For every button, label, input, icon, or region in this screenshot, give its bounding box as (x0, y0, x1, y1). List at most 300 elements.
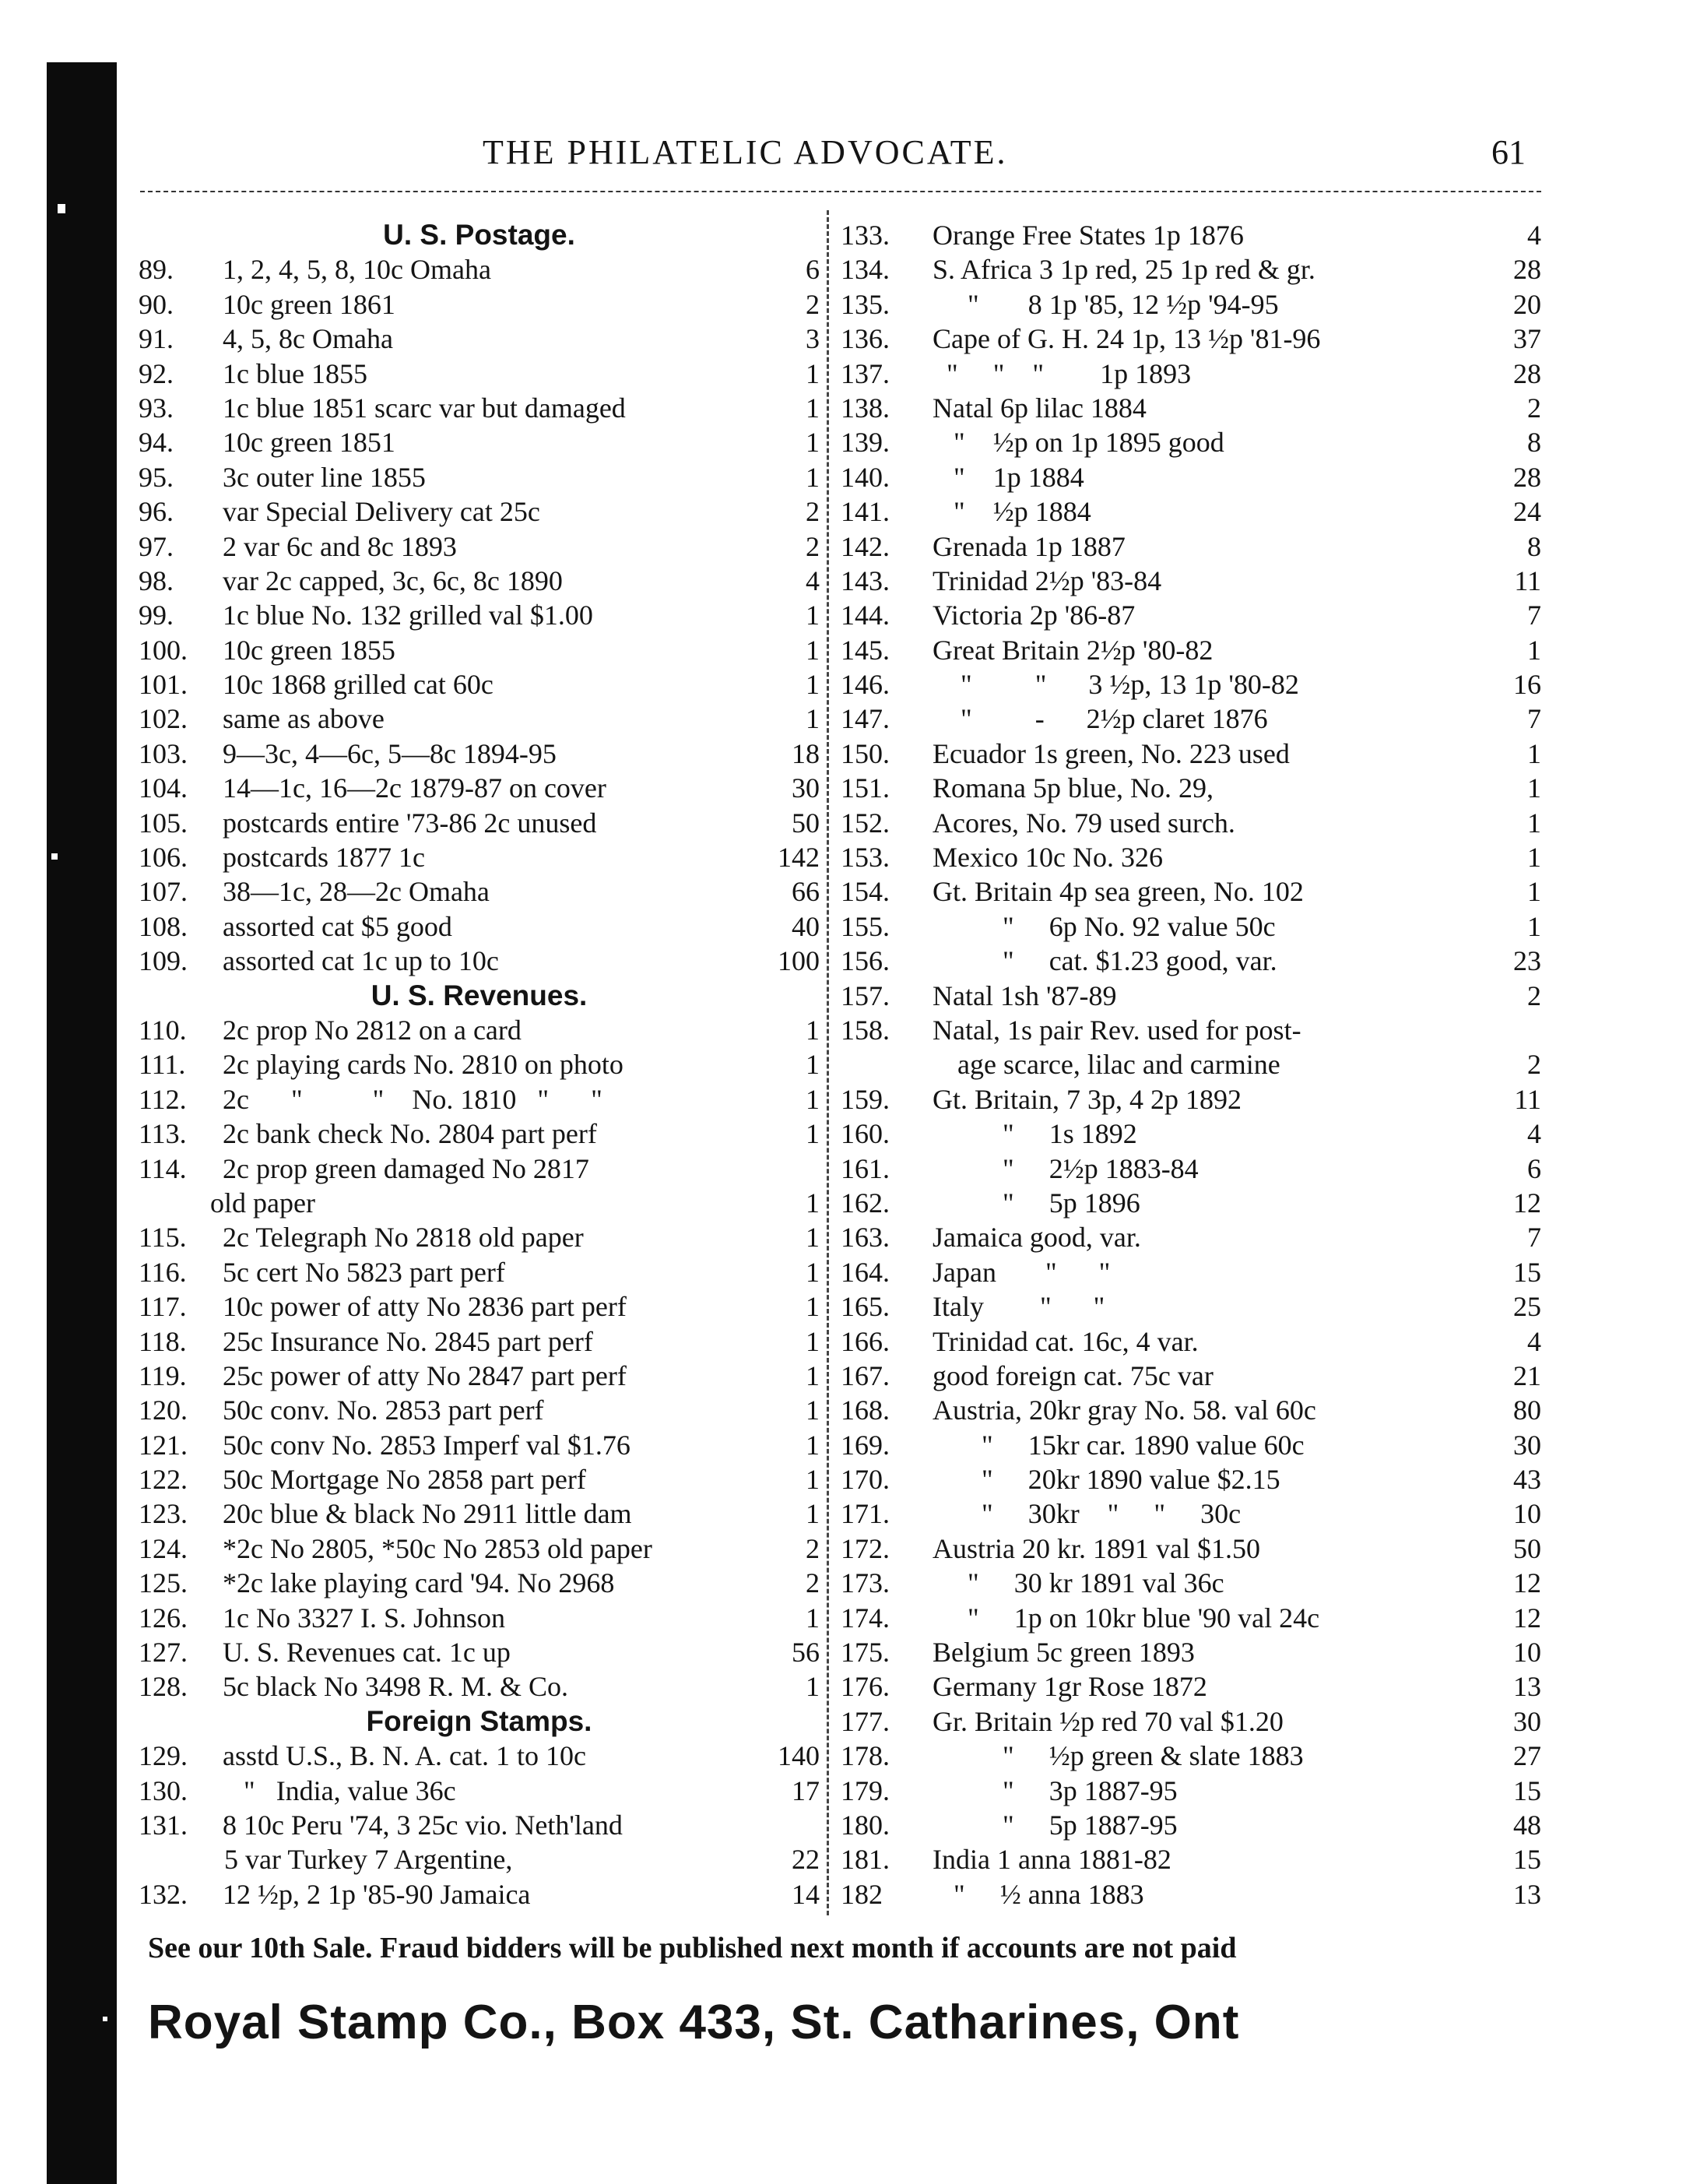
lot-number: 116. (139, 1256, 187, 1288)
lot-row (841, 944, 1541, 978)
lot-row (841, 425, 1541, 459)
lot-quantity: 13 (1513, 1878, 1541, 1910)
lot-row (139, 1808, 820, 1842)
lot-number: 127. (139, 1637, 188, 1669)
lot-row (139, 909, 820, 944)
lot-number: 108. (139, 910, 188, 942)
lot-row (841, 633, 1541, 667)
lot-quantity: 27 (1513, 1740, 1541, 1772)
lot-description: 2c prop green damaged No 2817 (223, 1152, 589, 1184)
lot-quantity: 15 (1513, 1774, 1541, 1806)
lot-row (139, 1289, 820, 1324)
lot-row (841, 1601, 1541, 1635)
lot-quantity: 1 (1527, 807, 1541, 839)
lot-row (841, 1220, 1541, 1254)
lot-quantity: 1 (806, 1049, 820, 1081)
lot-description: 10c green 1855 (223, 634, 395, 666)
lot-number: 147. (841, 703, 890, 735)
lot-number: 167. (841, 1359, 890, 1391)
lot-description: 50c Mortgage No 2858 part perf (223, 1464, 586, 1496)
lot-row (841, 218, 1541, 252)
lot-number: 119. (139, 1359, 187, 1391)
lot-quantity: 66 (792, 876, 820, 908)
lot-description: Great Britain 2½p '80-82 (933, 634, 1214, 666)
lot-description: 50c conv No. 2853 Imperf val $1.76 (223, 1429, 630, 1461)
lot-row (841, 1774, 1541, 1808)
lot-row (139, 1220, 820, 1254)
journal-title: THE PHILATELIC ADVOCATE. (483, 133, 1008, 171)
lot-number: 109. (139, 945, 188, 977)
lot-description: old paper (210, 1187, 315, 1219)
lot-quantity: 28 (1513, 461, 1541, 493)
lot-number: 89. (139, 254, 174, 286)
lot-row (139, 633, 820, 667)
lot-quantity: 1 (806, 600, 820, 631)
lot-number: 155. (841, 910, 890, 942)
lot-quantity: 4 (1527, 1118, 1541, 1150)
lot-number: 142. (841, 530, 890, 562)
lot-row (139, 357, 820, 391)
lot-row (139, 1428, 820, 1462)
lot-quantity: 1 (806, 1083, 820, 1115)
lot-quantity: 2 (806, 530, 820, 562)
lot-quantity: 80 (1513, 1394, 1541, 1426)
lot-description: 2c bank check No. 2804 part perf (223, 1118, 597, 1150)
lot-row (841, 1669, 1541, 1704)
lot-row (139, 287, 820, 322)
lot-number: 101. (139, 669, 188, 701)
lot-quantity: 28 (1513, 357, 1541, 389)
lot-number: 128. (139, 1671, 188, 1703)
lot-row (139, 252, 820, 287)
lot-number: 169. (841, 1429, 890, 1461)
lot-quantity: 23 (1513, 945, 1541, 977)
lot-description: " ½p green & slate 1883 (933, 1740, 1304, 1772)
lot-description: 1c blue No. 132 grilled val $1.00 (223, 600, 593, 631)
lot-description: 8 10c Peru '74, 3 25c vio. Neth'land (223, 1809, 623, 1841)
lot-number: 134. (841, 254, 890, 286)
lot-row (841, 1635, 1541, 1669)
lot-number: 98. (139, 564, 174, 596)
lot-row (139, 874, 820, 909)
lot-quantity: 1 (806, 634, 820, 666)
lot-description: " ½ anna 1883 (933, 1878, 1144, 1910)
lot-description: Italy " " (933, 1291, 1105, 1323)
lot-row (841, 322, 1541, 356)
lot-number: 164. (841, 1256, 890, 1288)
lot-quantity: 1 (806, 1187, 820, 1219)
lot-number: 153. (841, 842, 890, 874)
lot-description: Austria, 20kr gray No. 58. val 60c (933, 1394, 1316, 1426)
lot-quantity: 1 (806, 1359, 820, 1391)
lot-description: Cape of G. H. 24 1p, 13 ½p '81-96 (933, 323, 1321, 355)
lot-description: " 30 kr 1891 val 36c (933, 1567, 1224, 1599)
lot-row (139, 322, 820, 356)
lot-description: age scarce, lilac and carmine (957, 1049, 1280, 1081)
lot-description: Ecuador 1s green, No. 223 used (933, 737, 1290, 769)
lot-row (841, 1359, 1541, 1393)
lot-number: 107. (139, 876, 188, 908)
lot-description: 4, 5, 8c Omaha (223, 323, 393, 355)
lot-number: 182 (841, 1878, 883, 1910)
section-heading: U. S. Postage. (383, 219, 575, 251)
lot-number: 103. (139, 737, 188, 769)
lot-quantity: 48 (1513, 1809, 1541, 1841)
lot-description: 20c blue & black No 2911 little dam (223, 1498, 632, 1530)
advertiser-line: Royal Stamp Co., Box 433, St. Catharines, Ont (148, 1996, 1240, 2049)
lot-description: 38—1c, 28—2c Omaha (223, 876, 490, 908)
lot-row (139, 1532, 820, 1566)
lot-quantity: 1 (806, 1464, 820, 1496)
lot-description: " - 2½p claret 1876 (933, 703, 1268, 735)
lot-quantity: 1 (1527, 772, 1541, 804)
left-column-list (139, 218, 820, 1911)
lot-row (841, 494, 1541, 529)
lot-row (139, 1496, 820, 1531)
lot-description: 2c Telegraph No 2818 old paper (223, 1222, 584, 1254)
lot-description: 9—3c, 4—6c, 5—8c 1894-95 (223, 737, 557, 769)
lot-number: 141. (841, 496, 890, 528)
lot-description: Natal, 1s pair Rev. used for post- (933, 1014, 1301, 1046)
lot-description: 1, 2, 4, 5, 8, 10c Omaha (223, 254, 491, 286)
lot-description: Orange Free States 1p 1876 (933, 220, 1244, 251)
lot-row (841, 702, 1541, 736)
lot-quantity: 30 (792, 772, 820, 804)
lot-row (139, 737, 820, 771)
lot-row (139, 944, 820, 978)
lot-quantity: 7 (1527, 703, 1541, 735)
lot-quantity: 1 (806, 703, 820, 735)
lot-quantity: 2 (806, 1567, 820, 1599)
lot-row (841, 529, 1541, 564)
section-heading: U. S. Revenues. (371, 979, 588, 1011)
lot-description: " 3p 1887-95 (933, 1774, 1178, 1806)
lot-row (841, 1566, 1541, 1600)
lot-row (841, 874, 1541, 909)
lot-row (139, 1601, 820, 1635)
lot-quantity: 24 (1513, 496, 1541, 528)
lot-quantity: 140 (778, 1740, 820, 1772)
lot-number: 139. (841, 427, 890, 459)
lot-quantity: 30 (1513, 1429, 1541, 1461)
lot-number: 100. (139, 634, 188, 666)
lot-row (139, 702, 820, 736)
lot-row (841, 287, 1541, 322)
lot-quantity: 142 (778, 842, 820, 874)
lot-description: Gr. Britain ½p red 70 val $1.20 (933, 1705, 1284, 1737)
lot-description: 1c blue 1851 scarc var but damaged (223, 392, 626, 424)
lot-description: 10c green 1851 (223, 427, 395, 459)
lot-description: Natal 6p lilac 1884 (933, 392, 1147, 424)
page-number: 61 (1491, 133, 1526, 171)
lot-row (139, 1877, 820, 1911)
lot-row (139, 1359, 820, 1393)
lot-quantity: 1 (1527, 634, 1541, 666)
lot-number: 159. (841, 1083, 890, 1115)
lot-quantity: 1 (806, 1014, 820, 1046)
lot-description: 12 ½p, 2 1p '85-90 Jamaica (223, 1878, 531, 1910)
lot-number: 91. (139, 323, 174, 355)
lot-number: 171. (841, 1498, 890, 1530)
lot-row (139, 529, 820, 564)
lot-quantity: 1 (806, 1325, 820, 1357)
lot-number: 96. (139, 496, 174, 528)
lot-quantity: 50 (792, 807, 820, 839)
lot-number: 179. (841, 1774, 890, 1806)
lot-quantity: 50 (1513, 1532, 1541, 1564)
lot-quantity: 100 (778, 945, 820, 977)
lot-description: 25c Insurance No. 2845 part perf (223, 1325, 593, 1357)
lot-number: 173. (841, 1567, 890, 1599)
lot-description: Trinidad cat. 16c, 4 var. (933, 1325, 1199, 1357)
lot-number: 114. (139, 1152, 187, 1184)
right-column-list (841, 218, 1541, 1911)
lot-description: 10c power of atty No 2836 part perf (223, 1291, 627, 1323)
page-header (467, 132, 1526, 187)
lot-number: 122. (139, 1464, 188, 1496)
lot-description: 25c power of atty No 2847 part perf (223, 1359, 627, 1391)
lot-row (841, 737, 1541, 771)
lot-quantity: 2 (1527, 979, 1541, 1011)
lot-description: 14—1c, 16—2c 1879-87 on cover (223, 772, 606, 804)
lot-number: 170. (841, 1464, 890, 1496)
lot-quantity: 1 (806, 1222, 820, 1254)
lot-quantity: 21 (1513, 1359, 1541, 1391)
lot-row (139, 1117, 820, 1151)
lot-row (841, 1393, 1541, 1427)
lot-number: 160. (841, 1118, 890, 1150)
lot-row (139, 1393, 820, 1427)
lot-number: 161. (841, 1152, 890, 1184)
lot-row (841, 979, 1541, 1013)
section-heading: Foreign Stamps. (366, 1704, 592, 1737)
lot-description: *2c lake playing card '94. No 2968 (223, 1567, 615, 1599)
lot-quantity: 18 (792, 737, 820, 769)
lot-number: 90. (139, 288, 174, 320)
lot-number: 102. (139, 703, 188, 735)
lot-row (841, 357, 1541, 391)
scan-speck (103, 2017, 107, 2021)
lot-row (841, 1013, 1541, 1047)
lot-quantity: 1 (806, 427, 820, 459)
scan-speck (58, 204, 65, 213)
lot-quantity: 43 (1513, 1464, 1541, 1496)
lot-description: " 1p 1884 (933, 461, 1084, 493)
lot-row (139, 771, 820, 805)
lot-quantity: 4 (806, 564, 820, 596)
lot-row (841, 1739, 1541, 1773)
lot-description: 10c 1868 grilled cat 60c (223, 669, 493, 701)
lot-row (139, 1047, 820, 1081)
lot-quantity: 10 (1513, 1637, 1541, 1669)
lot-row (841, 564, 1541, 598)
lot-number: 136. (841, 323, 890, 355)
lot-description: 1c blue 1855 (223, 357, 367, 389)
lot-row (841, 1428, 1541, 1462)
lot-row (841, 1082, 1541, 1117)
lot-number: 129. (139, 1740, 188, 1772)
lot-description: 2 var 6c and 8c 1893 (223, 530, 457, 562)
lot-description: Mexico 10c No. 326 (933, 842, 1163, 874)
lot-number: 163. (841, 1222, 890, 1254)
lot-row (139, 1462, 820, 1496)
lot-quantity: 12 (1513, 1567, 1541, 1599)
lot-quantity: 4 (1527, 1325, 1541, 1357)
lot-row (139, 494, 820, 529)
lot-quantity: 7 (1527, 600, 1541, 631)
lot-number: 138. (841, 392, 890, 424)
lot-description: Gt. Britain 4p sea green, No. 102 (933, 876, 1304, 908)
lot-row (139, 840, 820, 874)
lot-number: 94. (139, 427, 174, 459)
lot-row (139, 1739, 820, 1773)
lot-number: 118. (139, 1325, 187, 1357)
lot-number: 124. (139, 1532, 188, 1564)
lot-quantity: 1 (806, 1671, 820, 1703)
lot-row (139, 1774, 820, 1808)
lot-description: Japan " " (933, 1256, 1111, 1288)
lot-description: " 30kr " " 30c (933, 1498, 1242, 1530)
lot-description: Belgium 5c green 1893 (933, 1637, 1195, 1669)
lot-row (139, 1152, 820, 1186)
lot-description: 2c playing cards No. 2810 on photo (223, 1049, 623, 1081)
lot-description: " 2½p 1883-84 (933, 1152, 1199, 1184)
lot-row (139, 1082, 820, 1117)
lot-row (139, 806, 820, 840)
lot-number: 176. (841, 1671, 890, 1703)
lot-quantity: 56 (792, 1637, 820, 1669)
lot-quantity: 22 (792, 1844, 820, 1876)
lot-quantity: 13 (1513, 1671, 1541, 1703)
lot-number: 92. (139, 357, 174, 389)
lot-description: " 1p on 10kr blue '90 val 24c (933, 1602, 1320, 1634)
lot-description: postcards entire '73-86 2c unused (223, 807, 597, 839)
lot-row (841, 1117, 1541, 1151)
lot-row (841, 667, 1541, 702)
lot-row (841, 840, 1541, 874)
lot-quantity: 12 (1513, 1602, 1541, 1634)
lot-description: Austria 20 kr. 1891 val $1.50 (933, 1532, 1260, 1564)
lot-description: Natal 1sh '87-89 (933, 979, 1117, 1011)
lot-number: 156. (841, 945, 890, 977)
lot-description: " 15kr car. 1890 value 60c (933, 1429, 1305, 1461)
lot-row (841, 1704, 1541, 1739)
lot-quantity: 8 (1527, 530, 1541, 562)
lot-description: Acores, No. 79 used surch. (933, 807, 1235, 839)
lot-quantity: 2 (806, 1532, 820, 1564)
lot-description: 5c cert No 5823 part perf (223, 1256, 505, 1288)
lot-number: 95. (139, 461, 174, 493)
lot-row (139, 1255, 820, 1289)
lot-number: 115. (139, 1222, 187, 1254)
lot-row (139, 598, 820, 632)
lot-number: 120. (139, 1394, 188, 1426)
lot-row (139, 1324, 820, 1359)
lot-number: 126. (139, 1602, 188, 1634)
lot-row (139, 667, 820, 702)
lot-description: " ½p on 1p 1895 good (933, 427, 1224, 459)
lot-quantity: 1 (1527, 737, 1541, 769)
lot-row (841, 1324, 1541, 1359)
lot-number: 154. (841, 876, 890, 908)
lot-description: " 8 1p '85, 12 ½p '94-95 (933, 288, 1279, 320)
lot-quantity: 25 (1513, 1291, 1541, 1323)
lot-description: 5 var Turkey 7 Argentine, (210, 1844, 513, 1876)
lot-number: 162. (841, 1187, 890, 1219)
lot-row (841, 598, 1541, 632)
lot-quantity: 1 (806, 357, 820, 389)
lot-number: 143. (841, 564, 890, 596)
lot-number: 172. (841, 1532, 890, 1564)
lot-quantity: 2 (806, 288, 820, 320)
lot-number: 137. (841, 357, 890, 389)
lot-quantity: 2 (1527, 1049, 1541, 1081)
lot-quantity: 10 (1513, 1498, 1541, 1530)
lot-row (841, 1842, 1541, 1876)
lot-description: var 2c capped, 3c, 6c, 8c 1890 (223, 564, 563, 596)
lot-number: 135. (841, 288, 890, 320)
lot-quantity: 1 (806, 1291, 820, 1323)
lot-quantity: 1 (806, 669, 820, 701)
lot-number: 106. (139, 842, 188, 874)
lot-row (139, 425, 820, 459)
lot-description: " ½p 1884 (933, 496, 1091, 528)
lot-number: 140. (841, 461, 890, 493)
lot-description: " 5p 1887-95 (933, 1809, 1178, 1841)
lot-row (139, 1013, 820, 1047)
lot-number: 177. (841, 1705, 890, 1737)
lot-description: " " " 1p 1893 (933, 357, 1192, 389)
lot-number: 104. (139, 772, 188, 804)
lot-description: Romana 5p blue, No. 29, (933, 772, 1214, 804)
lot-quantity: 17 (792, 1774, 820, 1806)
lot-description: 2c prop No 2812 on a card (223, 1014, 522, 1046)
binding-edge (47, 62, 117, 2184)
lot-quantity: 2 (1527, 392, 1541, 424)
lot-row (841, 1289, 1541, 1324)
lot-quantity: 1 (806, 392, 820, 424)
sale-notice: See our 10th Sale. Fraud bidders will be published next month if accounts are not paid (148, 1932, 1237, 1964)
lot-number: 165. (841, 1291, 890, 1323)
lot-number: 117. (139, 1291, 187, 1323)
lot-number: 144. (841, 600, 890, 631)
lot-row (841, 391, 1541, 425)
lot-description: 50c conv. No. 2853 part perf (223, 1394, 544, 1426)
lot-description: " 5p 1896 (933, 1187, 1140, 1219)
lot-number: 181. (841, 1844, 890, 1876)
lot-quantity: 40 (792, 910, 820, 942)
lot-continuation (841, 1047, 1541, 1081)
lot-description: *2c No 2805, *50c No 2853 old paper (223, 1532, 652, 1564)
lot-row (841, 460, 1541, 494)
lot-number: 145. (841, 634, 890, 666)
lot-quantity: 28 (1513, 254, 1541, 286)
lot-row (841, 1152, 1541, 1186)
lot-quantity: 1 (1527, 910, 1541, 942)
lot-quantity: 1 (806, 1429, 820, 1461)
lot-description: Jamaica good, var. (933, 1222, 1141, 1254)
lot-number: 123. (139, 1498, 188, 1530)
lot-quantity: 15 (1513, 1256, 1541, 1288)
lot-description: 10c green 1861 (223, 288, 395, 320)
lot-number: 180. (841, 1809, 890, 1841)
lot-row (139, 1669, 820, 1704)
lot-quantity: 7 (1527, 1222, 1541, 1254)
lot-description: 1c No 3327 I. S. Johnson (223, 1602, 506, 1634)
lot-quantity: 1 (806, 1498, 820, 1530)
lot-description: good foreign cat. 75c var (933, 1359, 1214, 1391)
lot-quantity: 1 (806, 1256, 820, 1288)
